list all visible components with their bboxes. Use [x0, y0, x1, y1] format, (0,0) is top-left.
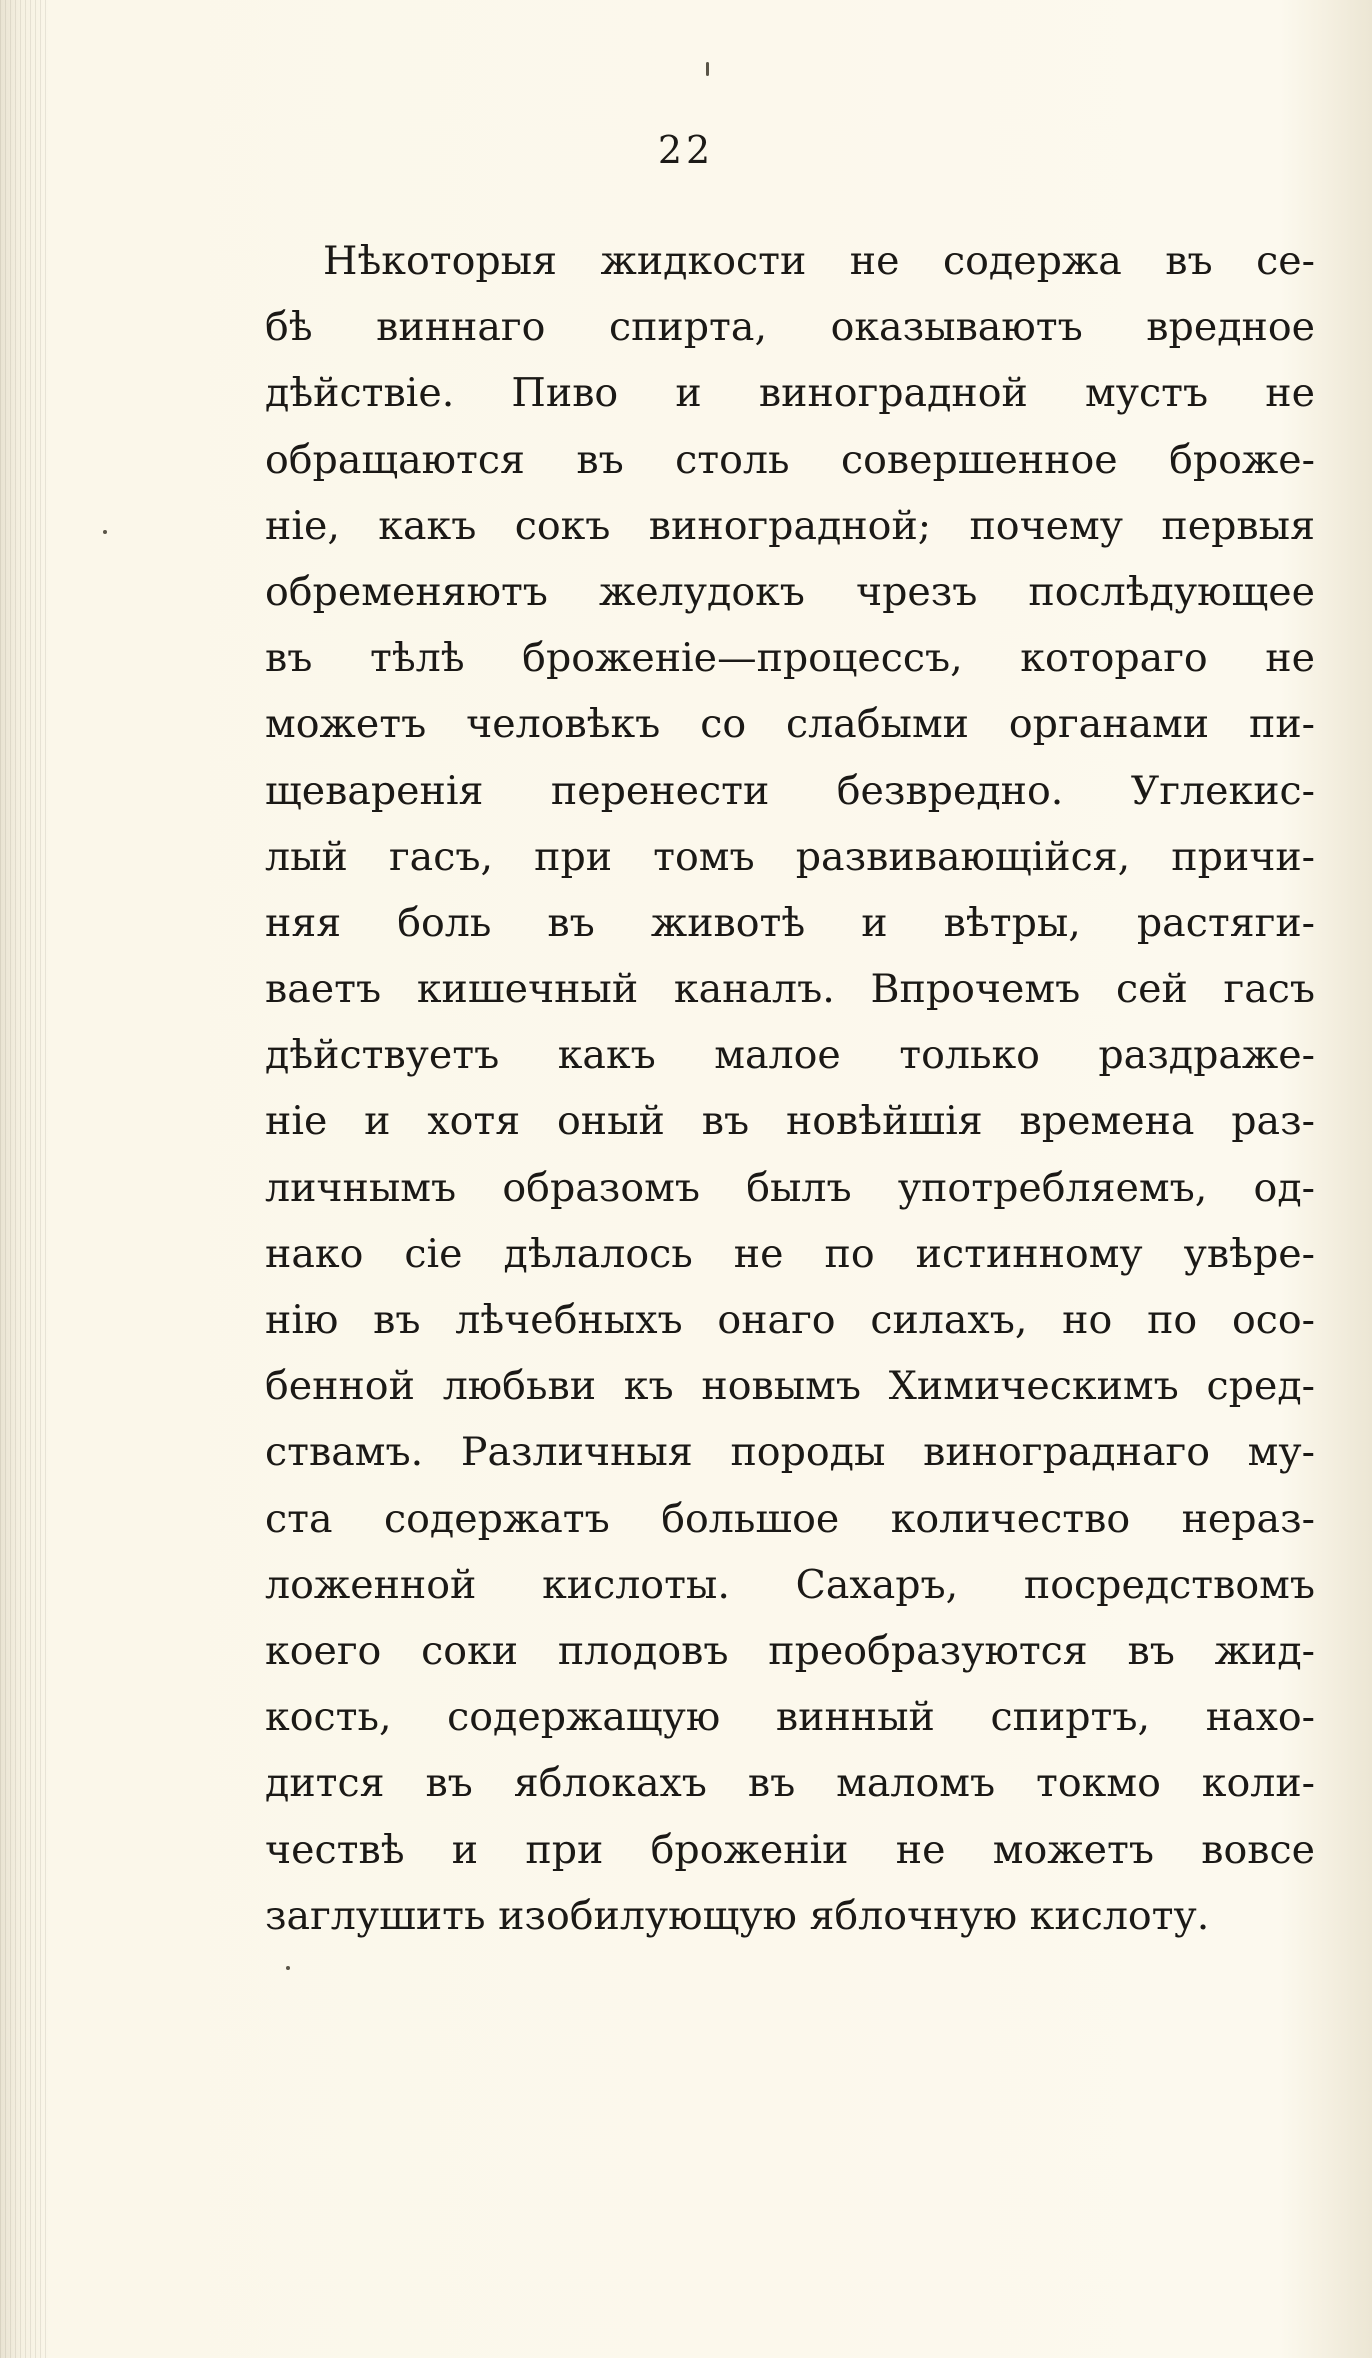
text-line: няя боль въ животѣ и вѣтры, растяги-: [265, 899, 1315, 946]
paper-speck: [103, 530, 107, 534]
body-text: [265, 228, 1315, 1949]
text-line: коего соки плодовъ преобразуются въ жид-: [265, 1627, 1315, 1674]
text-line: заглушить изобилующую яблочную кислоту.: [265, 1892, 1210, 1939]
text-line: кость, содержащую винный спиртъ, нахо-: [265, 1694, 1315, 1741]
text-line: ствамъ. Различныя породы винограднаго му-: [265, 1429, 1315, 1476]
text-line: ніе, какъ сокъ виноградной; почему первыя: [265, 502, 1315, 549]
text-line: нію въ лѣчебныхъ онаго силахъ, но по осо-: [265, 1297, 1315, 1343]
page-binding-edge: [0, 0, 46, 2358]
text-line: нако сіе дѣлалось не по истинному увѣре-: [265, 1230, 1315, 1277]
text-line: личнымъ образомъ былъ употребляемъ, од-: [265, 1164, 1315, 1211]
text-line: обременяютъ желудокъ чрезъ послѣдующее: [265, 568, 1315, 615]
text-line: въ тѣлѣ броженіе—процессъ, котораго не: [265, 635, 1315, 682]
text-line: ложенной кислоты. Сахаръ, посредствомъ: [265, 1561, 1315, 1608]
text-line: дится въ яблокахъ въ маломъ токмо коли-: [265, 1760, 1315, 1807]
page-number: 22: [657, 128, 715, 172]
text-line: дѣйствуетъ какъ малое только раздраже-: [265, 1032, 1315, 1079]
text-line: бѣ виннаго спирта, оказываютъ вредное: [265, 304, 1315, 351]
text-line: обращаются въ столь совершенное броже-: [265, 436, 1315, 483]
text-line: можетъ человѣкъ со слабыми органами пи-: [265, 701, 1315, 748]
text-line: Нѣкоторыя жидкости не содержа въ се-: [323, 238, 1315, 284]
text-line: чествѣ и при броженіи не можетъ вовсе: [265, 1826, 1315, 1873]
paper-speck: [706, 62, 709, 76]
text-line: ста содержатъ большое количество нераз-: [265, 1495, 1315, 1542]
text-line: дѣйствіе. Пиво и виноградной мустъ не: [265, 370, 1315, 417]
paper-speck: [286, 1966, 290, 1970]
text-line: ваетъ кишечный каналъ. Впрочемъ сей гасъ: [265, 966, 1315, 1013]
text-line: ніе и хотя оный въ новѣйшія времена раз-: [265, 1098, 1315, 1145]
text-line: щеваренія перенести безвредно. Углекис-: [265, 767, 1315, 814]
text-line: лый гасъ, при томъ развивающійся, причи-: [265, 833, 1315, 880]
text-line: бенной любьви къ новымъ Химическимъ сред-: [265, 1363, 1315, 1410]
